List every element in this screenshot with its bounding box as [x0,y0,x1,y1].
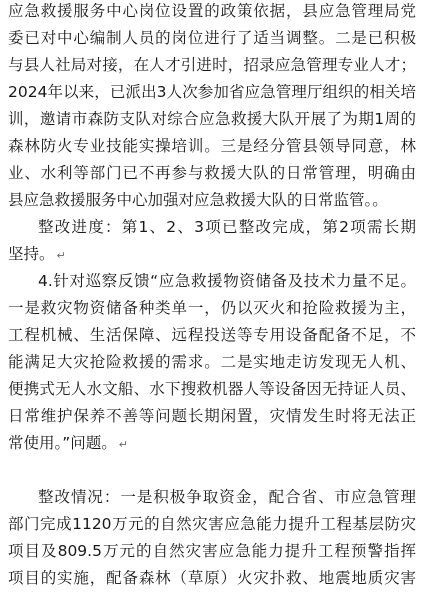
text-line-4: 2024年以来，已派出3人次参加省应急管理厅组织的相关培 [8,83,416,101]
text-line-8-content: 县应急救援服务中心加强对应急救援大队的日常监管。。 [8,191,388,209]
text-line-16: 日常维护保养不善等问题长期闲置，灾情发生时将无法正 [8,407,416,425]
paragraph-mark-icon: ↵ [56,249,66,262]
text-line-13: 工程机械、生活保障、远程投送等专用设备配备不足，不 [8,326,416,344]
text-line-5: 训，邀请市森防支队对综合应急救援大队开展了为期1周的 [8,110,416,128]
text-line-8 [8,189,416,211]
text-line-20: 项目及809.5万元的自然灾害应急能力提升工程预警指挥 [8,542,416,560]
text-line-21: 项目的实施，配备森林（草原）火灾扑救、地震地质灾害 [8,569,416,587]
text-line-19: 部门完成1120万元的自然灾害应急能力提升工程基层防灾 [8,515,416,533]
text-line-18: 整改情况：一是积极争取资金，配合省、市应急管理 [38,488,416,506]
text-line-3: 与县人社局对接，在人才引进时，招录应急管理专业人才； [8,56,416,74]
text-line-2: 委已对中心编制人员的岗位进行了适当调整。二是已积极 [8,29,416,47]
text-line-14: 能满足大灾抢险救援的需求。二是实地走访发现无人机、 [8,353,416,371]
text-line-10 [8,243,416,265]
text-line-7: 业、水利等部门已不再参与救援大队的日常管理，明确由 [8,164,416,182]
text-line-17 [8,432,416,454]
text-line-17-content: 常使用。”问题。 [8,434,117,452]
text-line-12: 一是救灾物资储备种类单一，仍以灭火和抢险救援为主， [8,299,416,317]
text-line-15: 便携式无人水文船、水下搜救机器人等设备因无持证人员、 [8,380,416,398]
paragraph-mark-icon: ↵ [118,438,128,451]
text-line-6: 森林防火专业技能实操培训。三是经分管县领导同意，林 [8,137,416,155]
text-line-10-content: 坚持。 [8,245,55,263]
text-line-1: 应急救援服务中心岗位设置的政策依据，县应急管理局党 [8,2,416,20]
text-line-9: 整改进度：第1、2、3项已整改完成，第2项需长期 [38,218,416,236]
text-line-11: 4.针对巡察反馈“应急救援物资储备及技术力量不足。 [38,272,416,290]
